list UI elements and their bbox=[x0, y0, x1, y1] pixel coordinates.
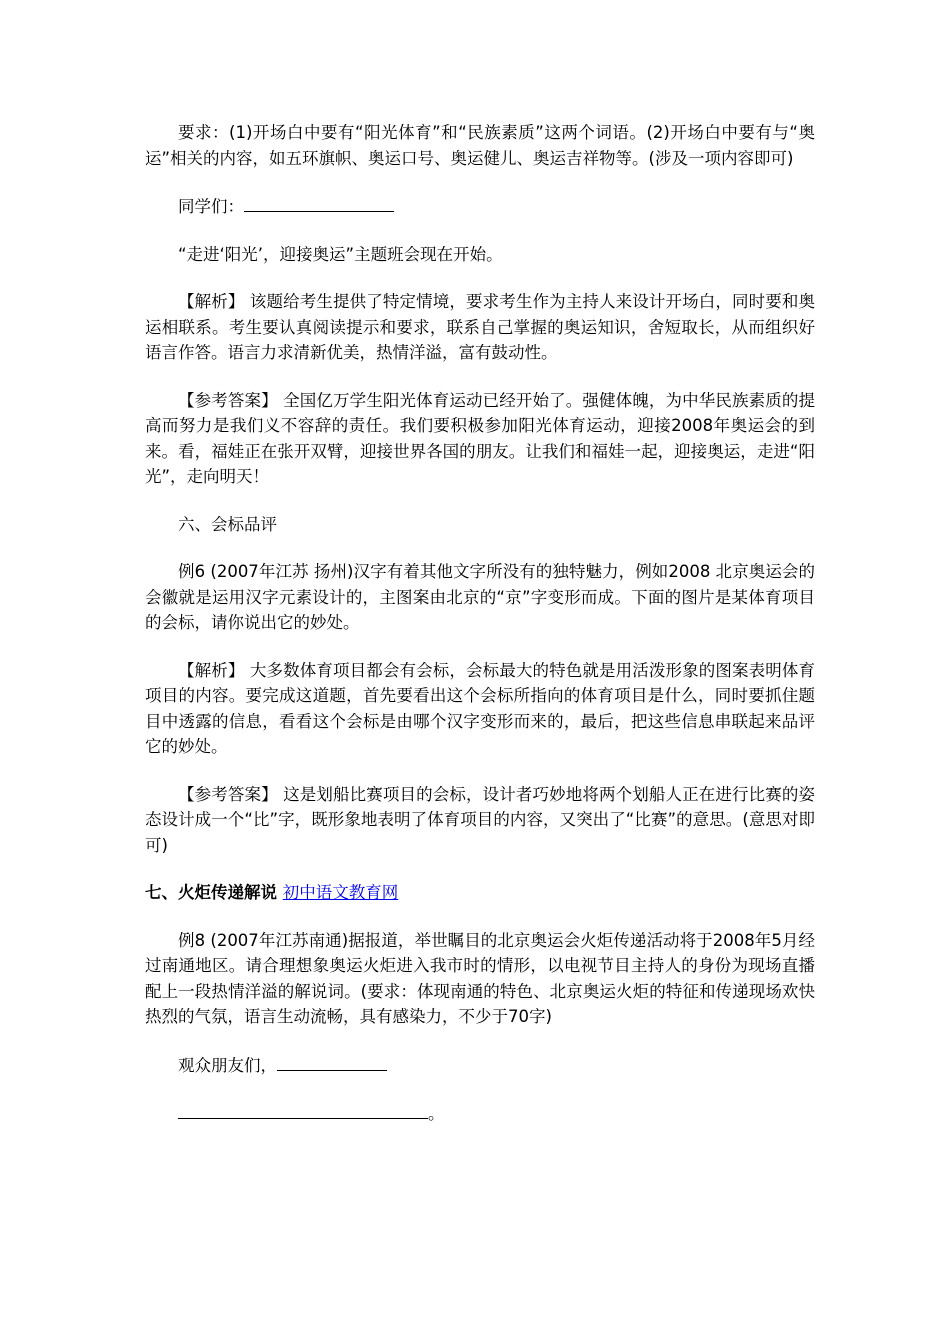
audience-line bbox=[145, 1052, 815, 1079]
section-seven-heading bbox=[145, 880, 815, 906]
reference-answer-1: 【参考答案】 全国亿万学生阳光体育运动已经开始了。强健体魄，为中华民族素质的提高而努力是我们义不容辞的责任。我们要积极参加阳光体育运动，迎接2008年奥运会的到来。看，福娃正在张开双臂，迎接世界各国的朋友。让我们和福娃一起，迎接奥运，走进“阳光”，走向明天！ bbox=[145, 390, 815, 486]
audience-label: 观众朋友们， bbox=[178, 1055, 277, 1075]
document-page bbox=[145, 120, 815, 1149]
section-seven-title: 七、火炬传递解说 bbox=[145, 883, 277, 902]
requirements-paragraph: 要求：(1)开场白中要有“阳光体育”和“民族素质”这两个词语。(2)开场白中要有与“奥运”相关的内容，如五环旗帜、奥运口号、奥运健儿、奥运吉祥物等。(涉及一项内容即可) bbox=[145, 123, 815, 168]
commentary-end-line bbox=[145, 1100, 815, 1127]
section-six-heading: 六、会标品评 bbox=[178, 514, 277, 534]
analysis-paragraph-2: 【解析】 大多数体育项目都会有会标，会标最大的特色就是用活泼形象的图案表明体育项目的内容。要完成这道题，首先要看出这个会标所指向的体育项目是什么，同时要抓住题目中透露的信息，看看这个会标是由哪个汉字变形而来的，最后，把这些信息串联起来品评它的妙处。 bbox=[145, 660, 815, 756]
theme-meeting-line: “走进‘阳光’，迎接奥运”主题班会现在开始。 bbox=[178, 244, 503, 264]
answer-blank-commentary-1[interactable] bbox=[277, 1052, 387, 1071]
jiaoyu-link[interactable]: 初中语文教育网 bbox=[282, 883, 399, 902]
end-period: 。 bbox=[428, 1104, 445, 1123]
reference-answer-2: 【参考答案】 这是划船比赛项目的会标，设计者巧妙地将两个划船人正在进行比赛的姿态设计成一个“比”字，既形象地表明了体育项目的内容，又突出了“比赛”的意思。(意思对即可) bbox=[145, 784, 815, 855]
example-8-paragraph: 例8 (2007年江苏南通)据报道，举世瞩目的北京奥运会火炬传递活动将于2008年5月经过南通地区。请合理想象奥运火炬进入我市时的情形，以电视节目主持人的身份为现场直播配上一段热情洋溢的解说词。(要求：体现南通的特色、北京奥运火炬的特征和传递现场欢快热烈的气氛，语言生动流畅，具有感染力，不少于70字) bbox=[145, 930, 815, 1026]
answer-blank-opening[interactable] bbox=[244, 193, 394, 212]
analysis-paragraph-1: 【解析】 该题给考生提供了特定情境，要求考生作为主持人来设计开场白，同时要和奥运相联系。考生要认真阅读提示和要求，联系自己掌握的奥运知识，舍短取长，从而组织好语言作答。语言力求清新优美，热情洋溢，富有鼓动性。 bbox=[145, 292, 815, 362]
classmates-line bbox=[145, 193, 815, 220]
example-6-paragraph: 例6 (2007年江苏 扬州)汉字有着其他文字所没有的独特魅力，例如2008 北京奥运会的会徽就是运用汉字元素设计的，主图案由北京的“京”字变形而成。下面的图片是某体育项目的会标，请你说出它的妙处。 bbox=[145, 562, 815, 632]
answer-blank-commentary-2[interactable] bbox=[178, 1100, 428, 1119]
classmates-label: 同学们： bbox=[178, 197, 244, 216]
